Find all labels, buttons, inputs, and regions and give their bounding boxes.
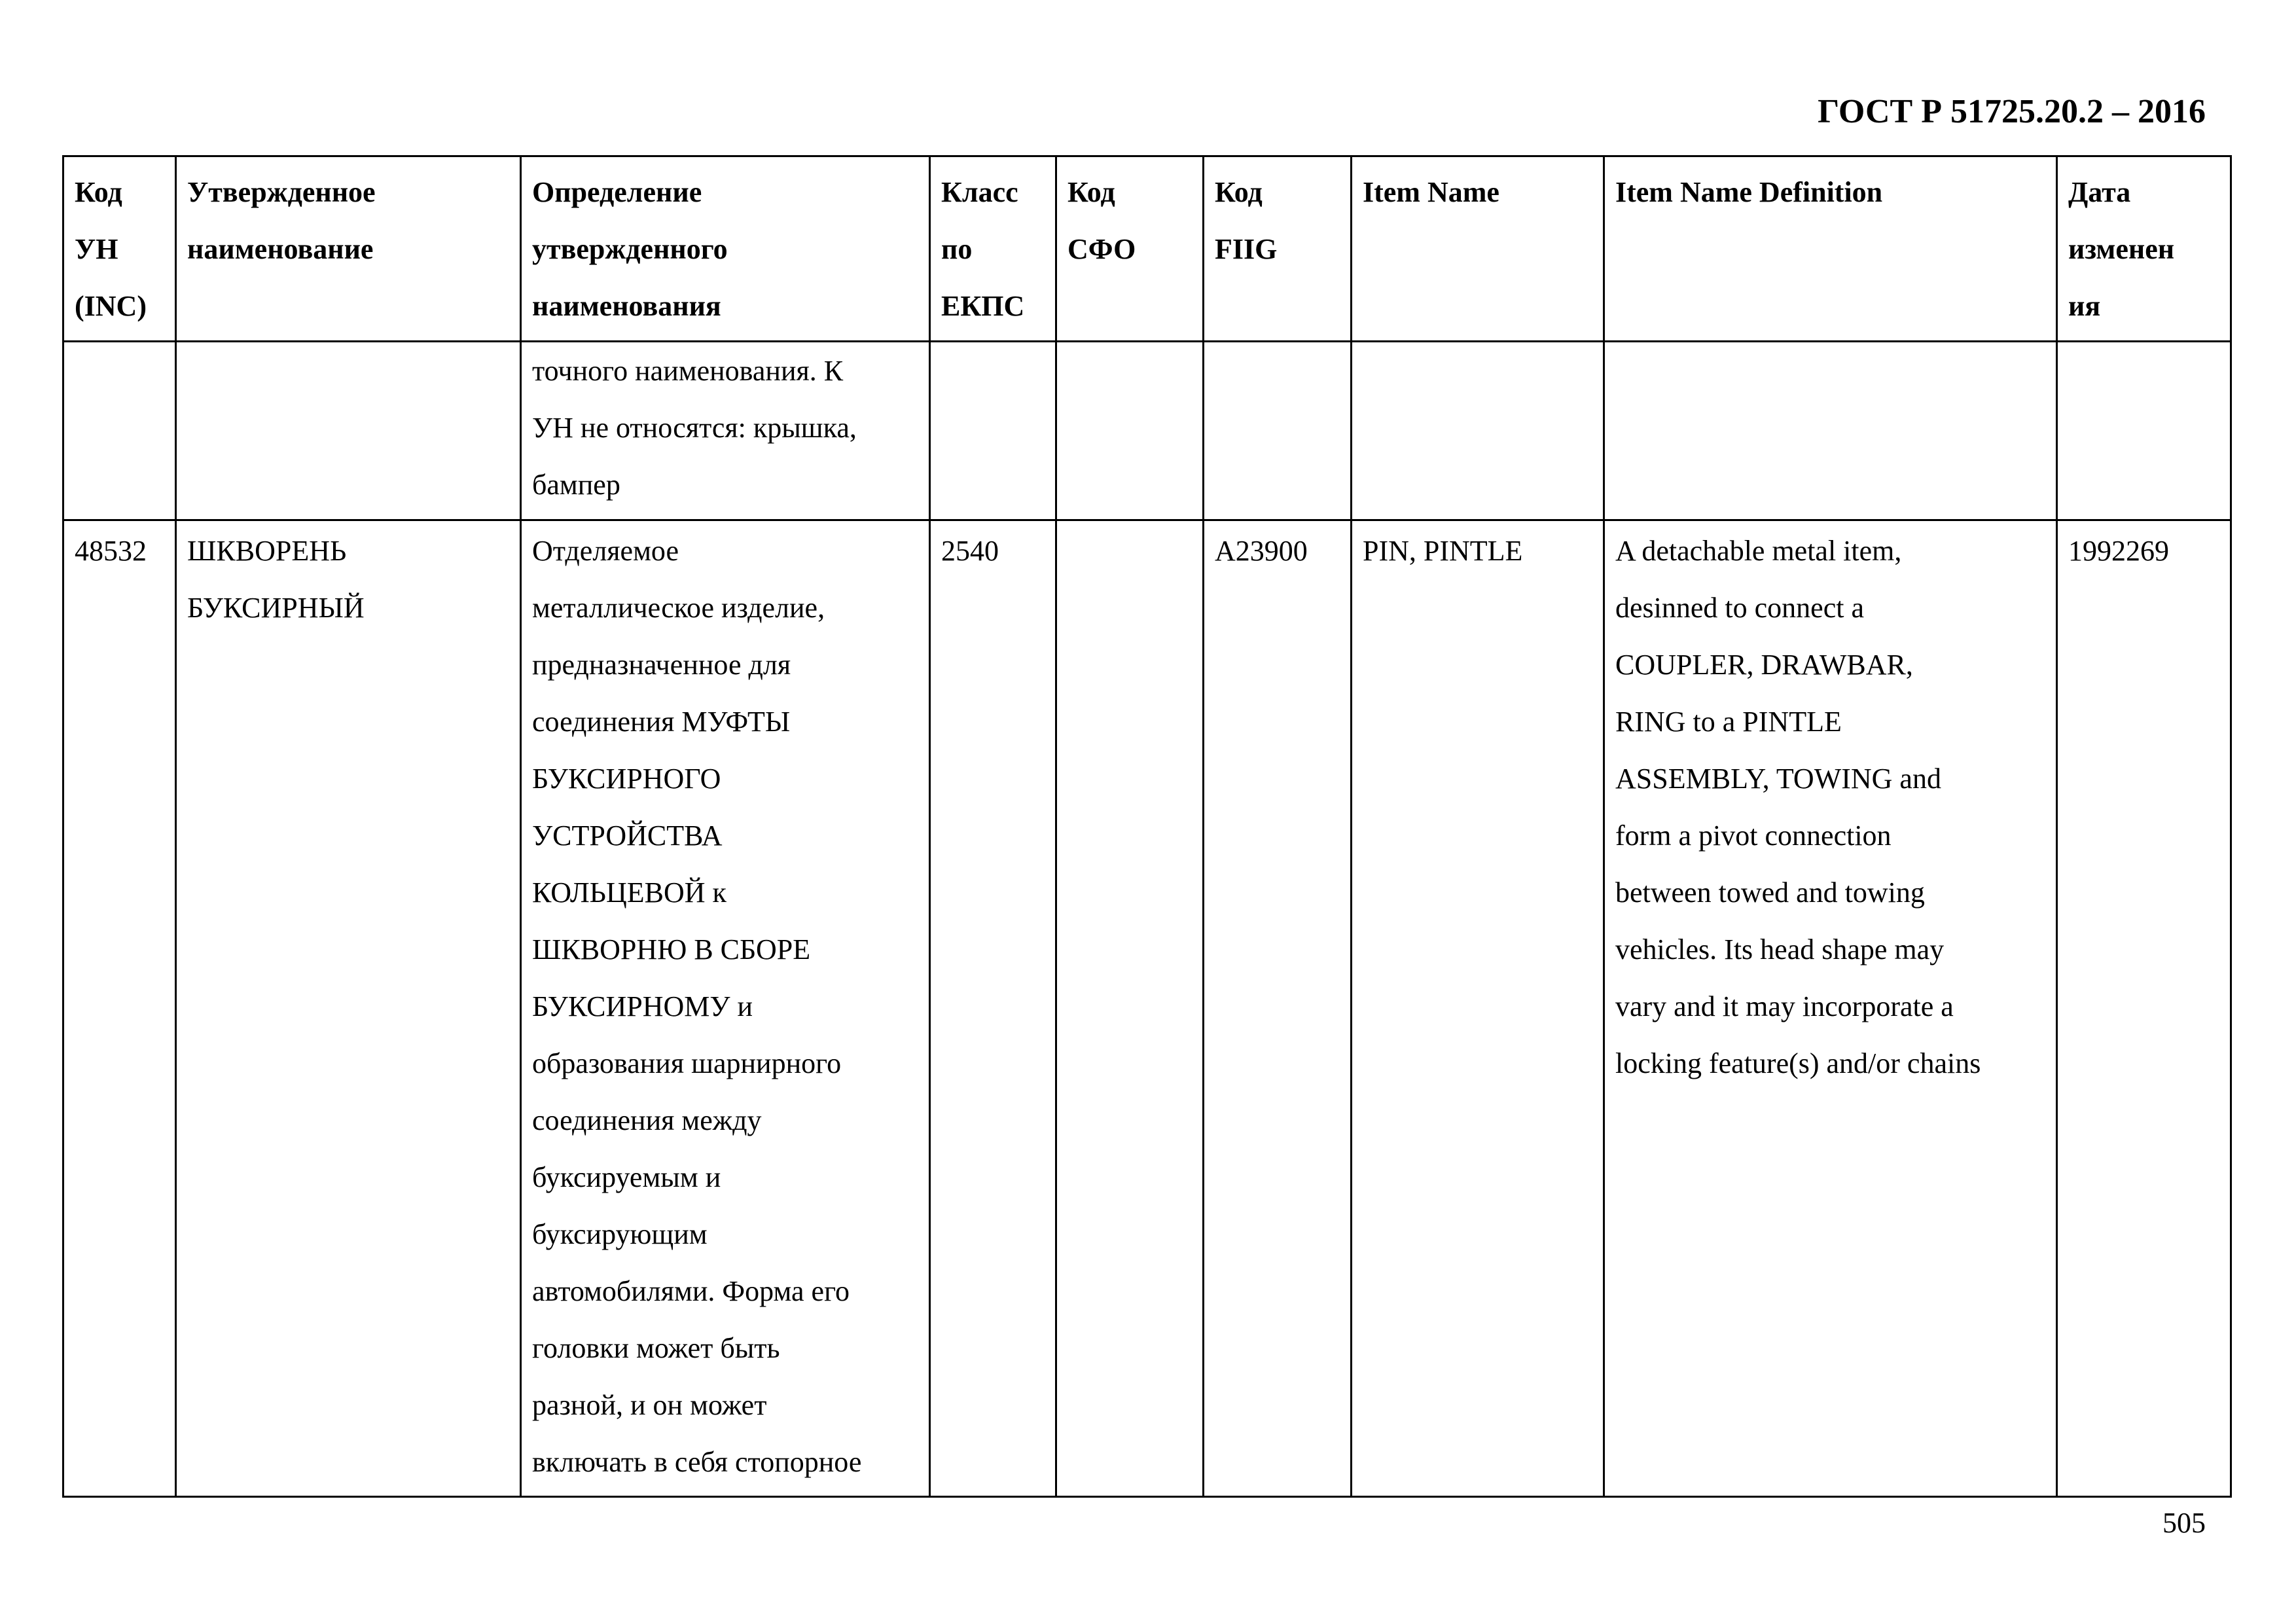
cell-sfo-code	[1056, 520, 1204, 1497]
document-standard-title: ГОСТ Р 51725.20.2 – 2016	[1818, 93, 2206, 130]
header-sfo-code: Код СФО	[1056, 156, 1204, 342]
cell-item-name-definition	[1604, 342, 2057, 520]
header-approved-name: Утвержденное наименование	[176, 156, 521, 342]
table-row	[63, 520, 2231, 1497]
cell-definition: Отделяемое металлическое изделие, предназначенное для соединения МУФТЫ БУКСИРНОГО УСТРОЙСТВА КОЛЬЦЕВОЙ к ШКВОРНЮ В СБОРЕ БУКСИРНОМУ и образования шарнирного соединения между буксируемым и буксирующим автомобилями. Форма его головки может быть разной, и он может включать в себя стопорное	[521, 520, 930, 1497]
cell-fiig-code: A23900	[1204, 520, 1352, 1497]
header-inc-code: Код УН (INC)	[63, 156, 176, 342]
cell-ekps-class	[930, 342, 1056, 520]
cell-item-name	[1352, 342, 1604, 520]
cell-approved-name	[176, 342, 521, 520]
header-item-name: Item Name	[1352, 156, 1604, 342]
cell-approved-name: ШКВОРЕНЬ БУКСИРНЫЙ	[176, 520, 521, 1497]
header-fiig-code: Код FIIG	[1204, 156, 1352, 342]
cell-inc-code	[63, 342, 176, 520]
cell-item-name-definition: A detachable metal item, desinned to connect a COUPLER, DRAWBAR, RING to a PINTLE ASSEMBLY, TOWING and form a pivot connection between towed and towing vehicles. Its head shape may vary and it may incorporate a locking feature(s) and/or chains	[1604, 520, 2057, 1497]
header-change-date: Дата изменен ия	[2057, 156, 2231, 342]
header-ekps-class: Класс по ЕКПС	[930, 156, 1056, 342]
items-table	[62, 155, 2232, 1498]
cell-ekps-class: 2540	[930, 520, 1056, 1497]
table-row-continuation	[63, 342, 2231, 520]
header-item-name-definition: Item Name Definition	[1604, 156, 2057, 342]
table-header-row	[63, 156, 2231, 342]
cell-item-name: PIN, PINTLE	[1352, 520, 1604, 1497]
cell-sfo-code	[1056, 342, 1204, 520]
cell-definition: точного наименования. К УН не относятся: крышка, бампер	[521, 342, 930, 520]
cell-fiig-code	[1204, 342, 1352, 520]
cell-change-date	[2057, 342, 2231, 520]
cell-inc-code: 48532	[63, 520, 176, 1497]
page-number: 505	[2162, 1507, 2206, 1539]
cell-change-date: 1992269	[2057, 520, 2231, 1497]
header-definition: Определение утвержденного наименования	[521, 156, 930, 342]
